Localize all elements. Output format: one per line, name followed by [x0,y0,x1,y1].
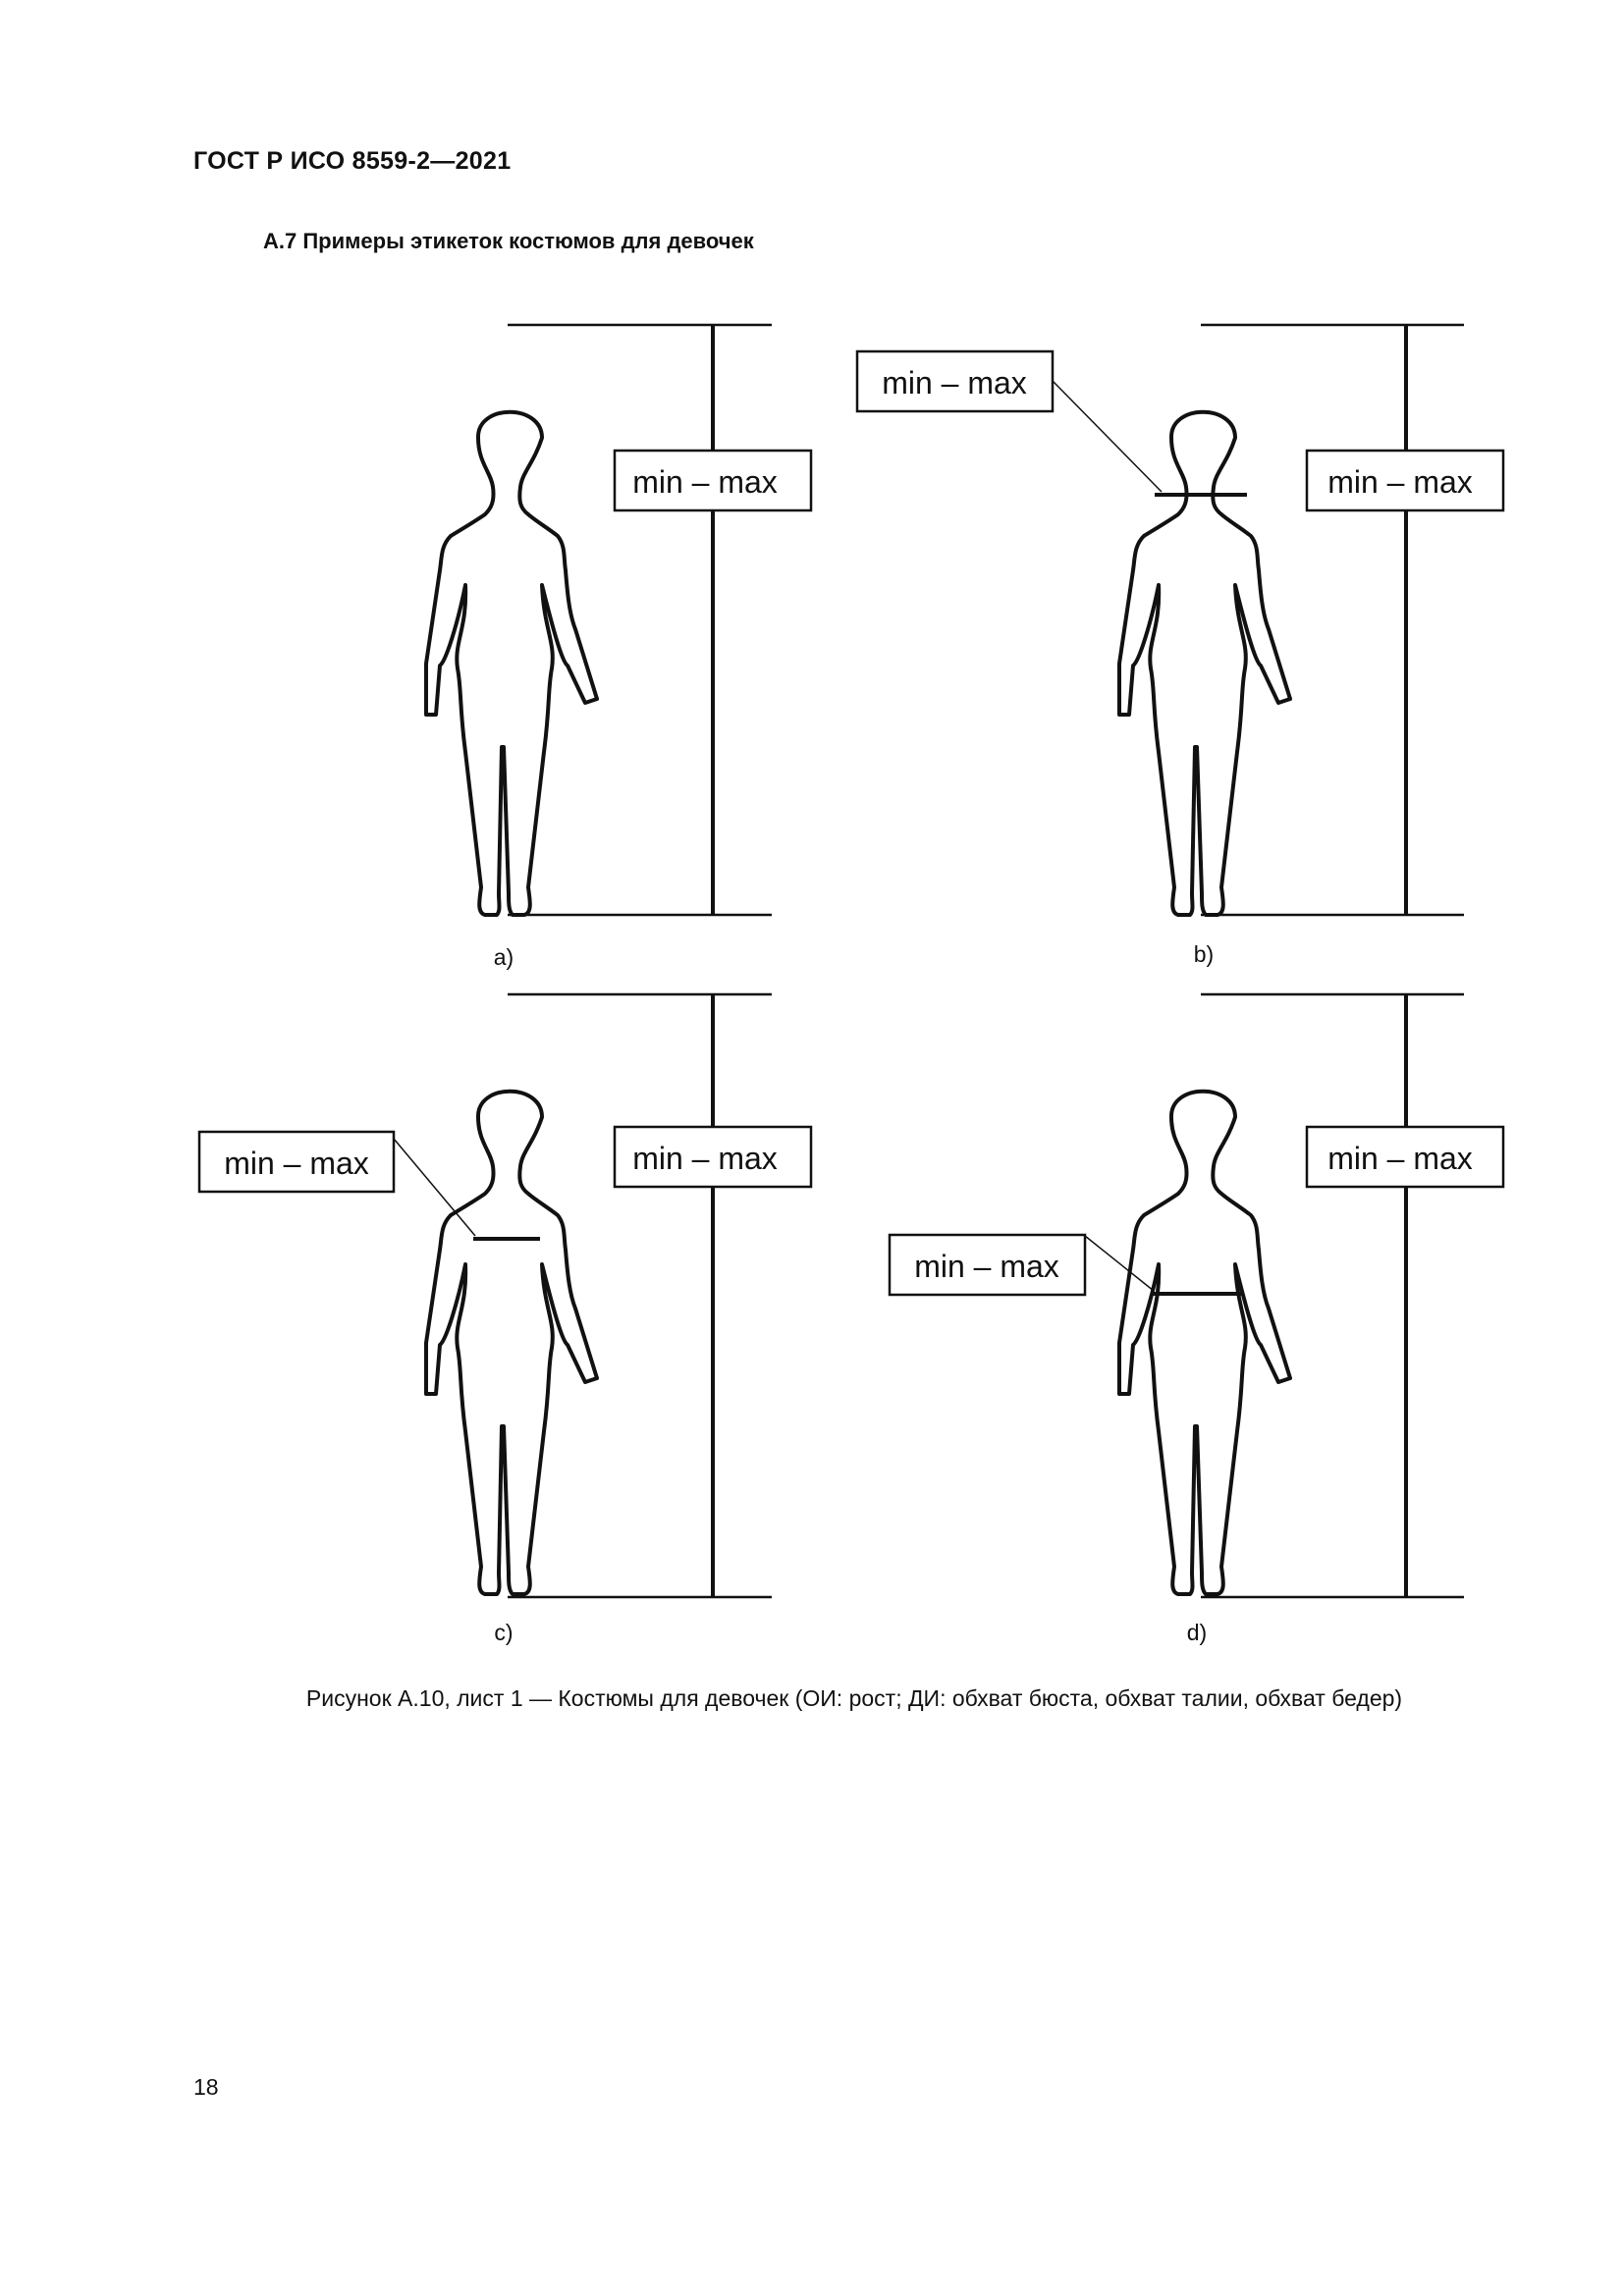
height-range-box-d: min – max [1327,1141,1473,1176]
panel-label-c: c) [494,1620,514,1645]
body-silhouette-b [1119,412,1290,915]
height-range-box-c: min – max [632,1141,778,1176]
body-silhouette-a [426,412,597,915]
body-silhouette-d [1119,1092,1290,1594]
panel-label-d: d) [1186,1620,1208,1645]
bust-range-box: min – max [882,365,1027,400]
figure-panel-d [890,994,1503,1597]
panel-label-b: b) [1193,941,1215,967]
page-number: 18 [193,2074,219,2100]
figure-panel-c [199,994,811,1597]
waist-range-box: min – max [224,1146,369,1181]
section-title: А.7 Примеры этикеток костюмов для девочек [263,229,754,253]
hip-range-box: min – max [914,1249,1059,1284]
panel-label-a: a) [493,944,514,970]
body-silhouette-c [426,1092,597,1594]
figure-panel-a [426,325,811,915]
height-range-box-a: min – max [632,464,778,500]
height-range-box-b: min – max [1327,464,1473,500]
document-header: ГОСТ Р ИСО 8559-2—2021 [193,147,512,175]
figure-panel-b [857,325,1503,915]
figure-caption: Рисунок А.10, лист 1 — Костюмы для девочек (ОИ: рост; ДИ: обхват бюста, обхват талии, обхват бедер) [305,1685,1403,1711]
